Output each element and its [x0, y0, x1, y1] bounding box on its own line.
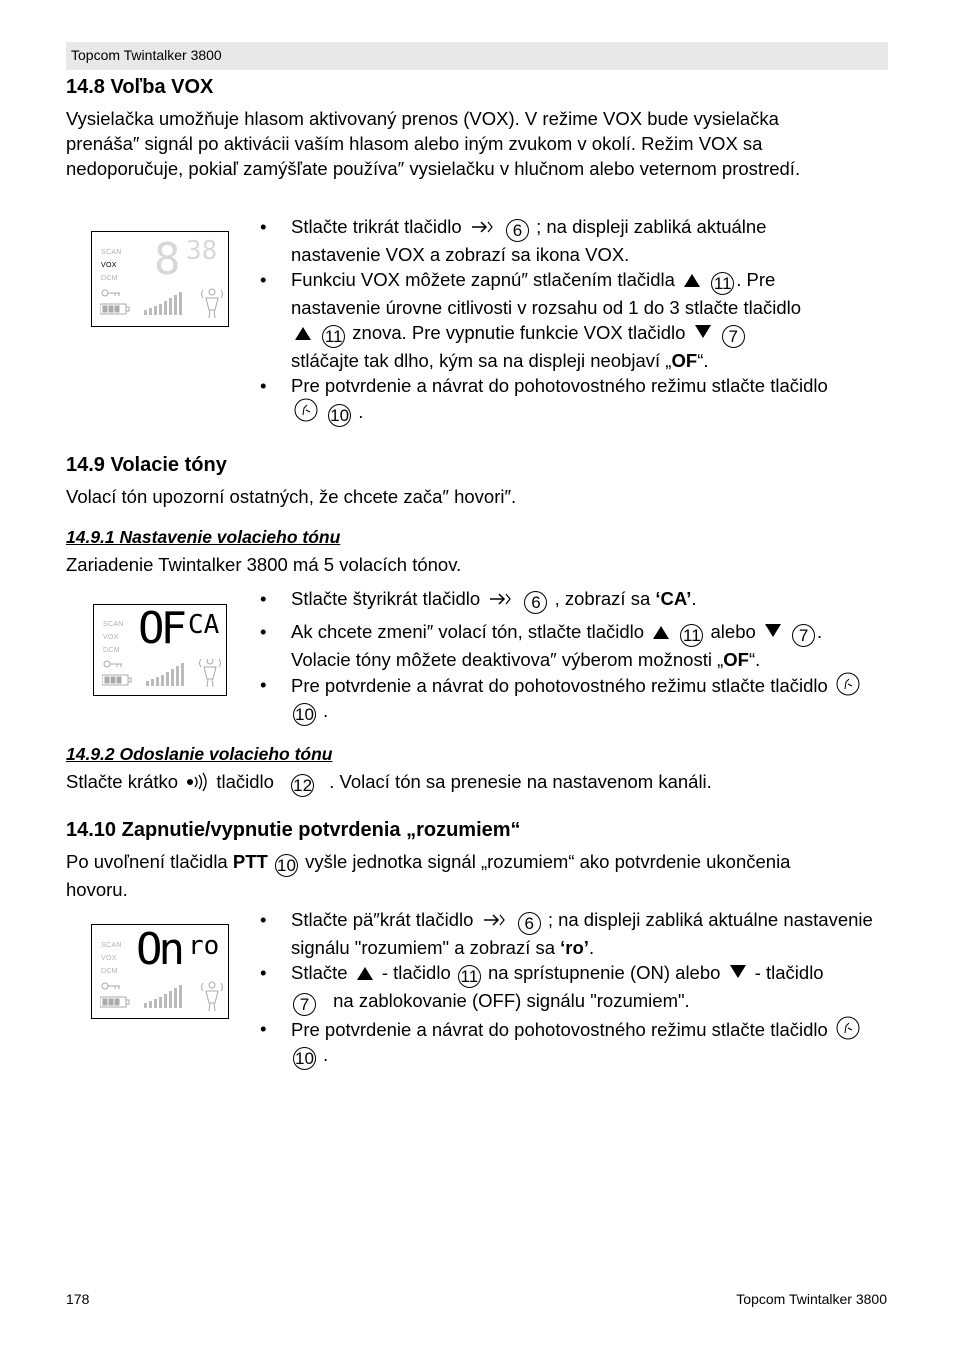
intro-line: prenáša″ signál po aktivácii vaším hlasom alebo iným zvukom v okolí. Režim VOX sa [66, 133, 763, 154]
bold-text: OF [723, 649, 749, 670]
lcd-label-vox: VOX [101, 262, 117, 269]
footer-title: Topcom Twintalker 3800 [736, 1291, 887, 1307]
text: , zobrazí sa [554, 588, 656, 609]
button-number-badge: 7 [293, 993, 316, 1016]
section-title-14-9: 14.9 Volacie tóny [66, 454, 227, 476]
text: - tlačidlo [754, 962, 824, 983]
list-item [260, 373, 860, 427]
up-arrow-icon [357, 967, 373, 980]
subsection-intro-14-9-1: Zariadenie Twintalker 3800 má 5 volacích tónov. [66, 554, 462, 575]
subsection-title-14-9-2: 14.9.2 Odoslanie volacieho tónu [66, 744, 333, 764]
down-arrow-icon [730, 965, 746, 978]
section-intro-14-8 [66, 106, 896, 181]
text: Stlačte pä″krát tlačidlo [291, 909, 474, 930]
bullet-list-14-10 [260, 907, 880, 1070]
up-arrow-icon [653, 626, 669, 639]
lcd-main-digits: 8 [154, 234, 181, 285]
down-arrow-icon [765, 624, 781, 637]
ptt-button-icon [294, 398, 318, 422]
text: alebo [710, 621, 756, 642]
intro-line: nedoporučuje, pokiaľ zamýšľate používa″ vysielačku v hlučnom alebo veternom prostredí. [66, 158, 801, 179]
menu-button-icon [488, 589, 514, 609]
menu-button-icon [470, 217, 496, 237]
text: vyšle jednotka signál „rozumiem“ ako potvrdenie ukončenia [299, 851, 791, 872]
button-number-badge: 12 [291, 774, 314, 797]
text: Stlačte trikrát tlačidlo [291, 216, 462, 237]
text: Stlačte [291, 962, 348, 983]
text: ; na displeji zabliká aktuálne nastavenie signálu "rozumiem" a zobrazí sa [291, 909, 873, 958]
section-intro-14-10 [66, 849, 896, 902]
text: . [691, 588, 697, 609]
button-number-badge: 10 [275, 854, 298, 877]
lcd-display-roger-beep [91, 924, 229, 1019]
lcd-main-digits: OF [138, 604, 183, 654]
section-intro-14-9: Volací tón upozorní ostatných, že chcete zača″ hovori″. [66, 486, 517, 507]
lcd-label-dcm: DCM [101, 275, 118, 282]
text: Po uvoľnení tlačidla [66, 851, 233, 872]
button-number-badge: 6 [506, 219, 529, 242]
lcd-small-digits: CA [188, 610, 220, 640]
bold-text: OF [671, 350, 698, 371]
list-item [260, 619, 880, 672]
text: . Pre nastavenie úrovne citlivosti v rozsahu od 1 do 3 stlačte tlačidlo [291, 269, 802, 318]
text: Stlačte štyrikrát tlačidlo [291, 588, 481, 609]
menu-button-icon [482, 910, 508, 930]
text: Pre potvrdenie a návrat do pohotovostného režimu stlačte tlačidlo [291, 675, 828, 696]
up-arrow-icon [684, 274, 700, 287]
button-number-badge: 11 [322, 325, 345, 348]
text: tlačidlo [216, 771, 274, 792]
button-number-badge: 6 [524, 591, 547, 614]
list-item [260, 267, 860, 373]
text: . Volací tón sa prenesie na nastavenom kanáli. [329, 771, 712, 792]
lcd-label-scan: SCAN [103, 621, 124, 628]
list-item [260, 1016, 880, 1070]
text: Ak chcete zmeni″ volací tón, stlačte tlačidlo [291, 621, 645, 642]
text: na zablokovanie (OFF) signálu "rozumiem". [333, 990, 690, 1011]
list-item [260, 907, 880, 960]
button-number-badge: 10 [328, 404, 351, 427]
button-number-badge: 10 [293, 1047, 316, 1070]
bullet-list-14-9-1 [260, 586, 880, 726]
text: Funkciu VOX môžete zapnú″ stlačením tlačidla [291, 269, 675, 290]
button-number-badge: 7 [722, 325, 745, 348]
text: ; na displeji zabliká aktuálne nastavenie VOX a zobrazí sa ikona VOX. [291, 216, 767, 265]
subsection-title-14-9-1: 14.9.1 Nastavenie volacieho tónu [66, 527, 341, 547]
text: . [588, 937, 595, 958]
list-item [260, 586, 880, 614]
intro-line: Vysielačka umožňuje hlasom aktivovaný prenos (VOX). V režime VOX bude vysielačka [66, 108, 779, 129]
text: Stlačte krátko [66, 771, 179, 792]
lcd-label-dcm: DCM [103, 647, 120, 654]
button-number-badge: 6 [518, 912, 541, 935]
text: “. [748, 649, 761, 670]
header-title: Topcom Twintalker 3800 [71, 47, 222, 63]
section-title-14-10: 14.10 Zapnutie/vypnutie potvrdenia „rozumiem“ [66, 819, 521, 841]
button-number-badge: 7 [792, 624, 815, 647]
lcd-main-digits: On [136, 924, 181, 975]
text: . [323, 700, 329, 721]
text: znova. Pre vypnutie funkcie VOX tlačidlo [352, 322, 686, 343]
ptt-button-icon [836, 1016, 860, 1040]
button-number-badge: 10 [293, 703, 316, 726]
text: stláčajte tak dlho, kým sa na displeji neobjaví „ [291, 350, 672, 371]
bold-text: ‘CA’ [655, 588, 692, 609]
lcd-label-scan: SCAN [101, 249, 122, 256]
button-number-badge: 11 [458, 965, 481, 988]
bold-text: PTT [232, 851, 268, 872]
bold-text: ‘ro’ [560, 937, 589, 958]
list-item [260, 672, 880, 726]
text: . [358, 401, 364, 422]
down-arrow-icon [695, 325, 711, 338]
lcd-label-scan: SCAN [101, 942, 122, 949]
text: Pre potvrdenie a návrat do pohotovostného režimu stlačte tlačidlo [291, 1019, 828, 1040]
up-arrow-icon [295, 327, 311, 340]
text: - tlačidlo [381, 962, 451, 983]
text: Pre potvrdenie a návrat do pohotovostného režimu stlačte tlačidlo [291, 375, 828, 396]
button-number-badge: 11 [711, 272, 734, 295]
running-header [66, 42, 888, 70]
lcd-label-vox: VOX [101, 955, 117, 962]
list-item [260, 960, 880, 1016]
ptt-button-icon [836, 672, 860, 696]
page-number: 178 [66, 1291, 90, 1307]
lcd-display-vox [91, 231, 229, 327]
subsection-text-14-9-2 [66, 769, 886, 797]
call-button-icon [186, 772, 208, 792]
text: “. [697, 350, 709, 371]
text: hovoru. [66, 879, 128, 900]
lcd-small-digits: 38 [186, 236, 218, 266]
section-title-14-8: 14.8 Voľba VOX [66, 76, 214, 98]
text: . Volacie tóny môžete deaktivova″ výberom možnosti „ [291, 621, 823, 670]
text: . [323, 1044, 329, 1065]
text: na sprístupnenie (ON) alebo [488, 962, 721, 983]
lcd-icons [100, 288, 226, 324]
lcd-icons [100, 981, 226, 1017]
lcd-label-dcm: DCM [101, 968, 118, 975]
lcd-small-digits: ro [188, 931, 220, 961]
lcd-icons [102, 659, 224, 693]
lcd-display-call-tone [93, 604, 227, 696]
lcd-label-vox: VOX [103, 634, 119, 641]
bullet-list-14-8 [260, 214, 860, 427]
button-number-badge: 11 [680, 624, 703, 647]
list-item [260, 214, 860, 267]
